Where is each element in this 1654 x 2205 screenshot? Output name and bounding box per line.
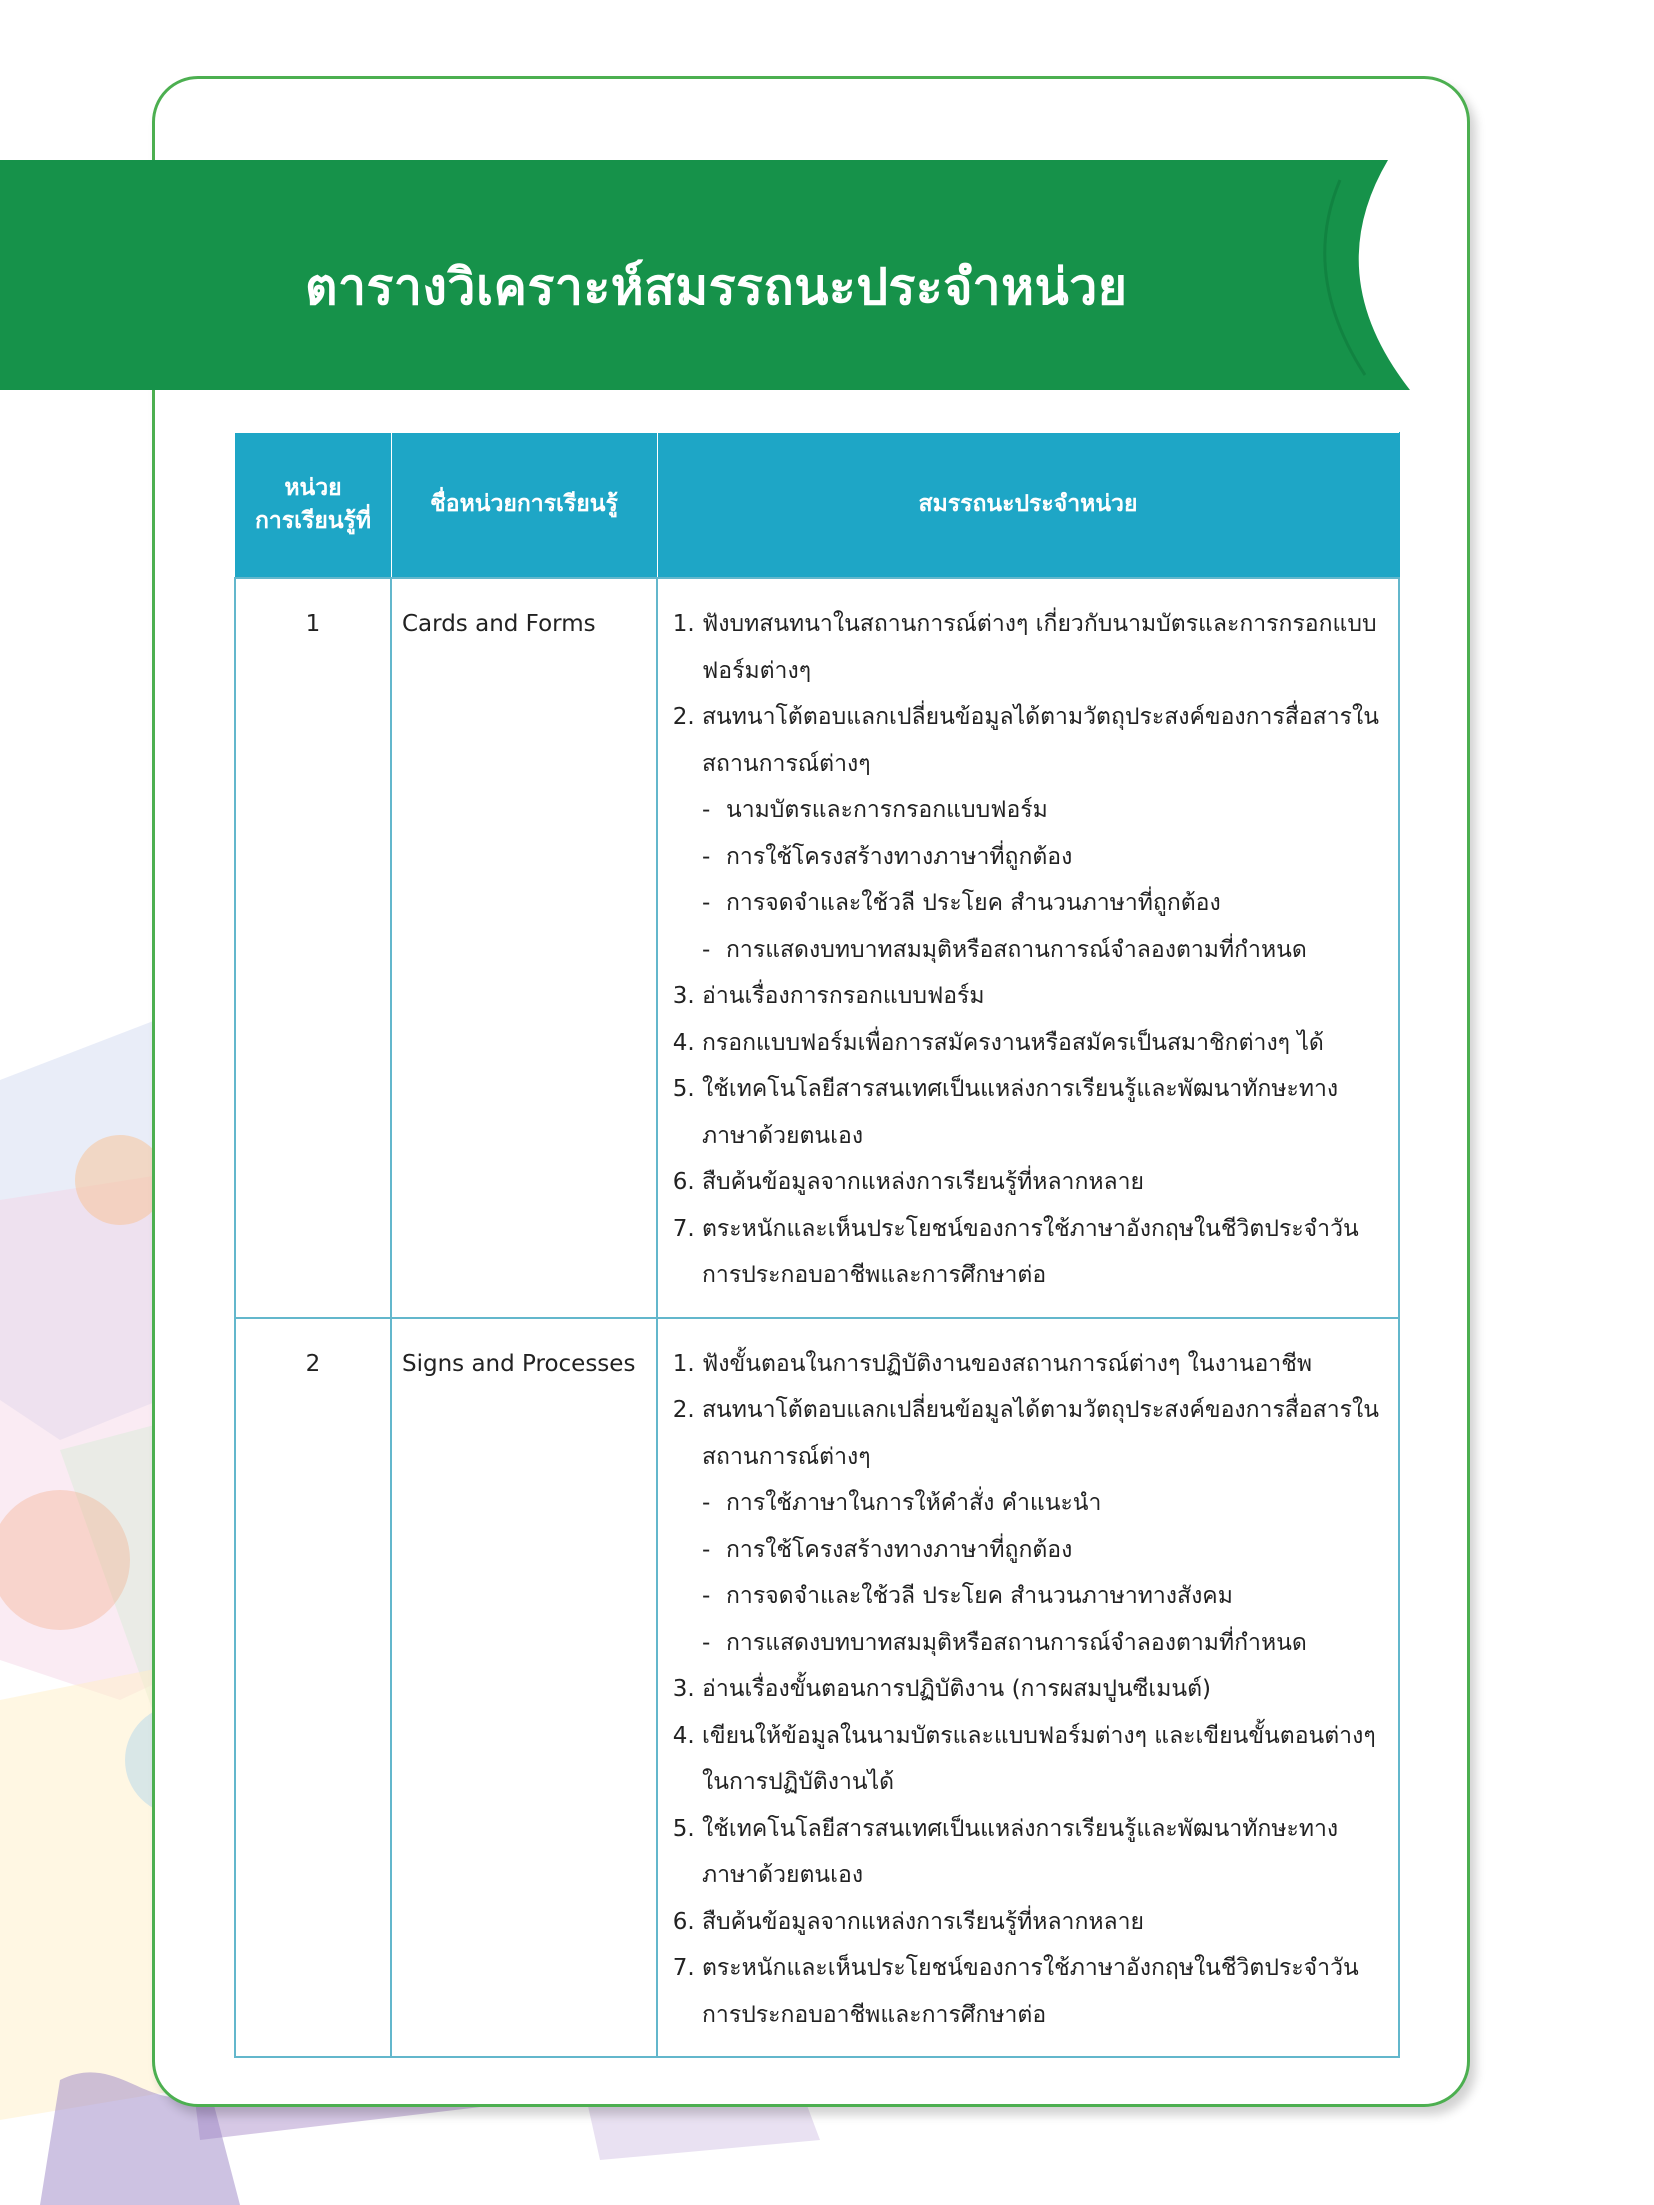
list-item: 1. ฟังบทสนทนาในสถานการณ์ต่างๆ เกี่ยวกับนามบัตรและการกรอกแบบฟอร์มต่างๆ (702, 601, 1388, 694)
list-item: 4. เขียนให้ข้อมูลในนามบัตรและแบบฟอร์มต่างๆ และเขียนขั้นตอนต่างๆ ในการปฏิบัติงานได้ (702, 1713, 1388, 1806)
header-competency: สมรรถนะประจำหน่วย (657, 433, 1399, 579)
sub-list-item: - การใช้ภาษาในการให้คำสั่ง คำแนะนำ (702, 1480, 1388, 1527)
sub-list-item: - นามบัตรและการกรอกแบบฟอร์ม (702, 787, 1388, 834)
competency-list (668, 1341, 1388, 2039)
table-row (235, 578, 1399, 1318)
table-row (235, 1318, 1399, 2058)
sub-list-item: - การใช้โครงสร้างทางภาษาที่ถูกต้อง (702, 834, 1388, 881)
competency-cell (657, 578, 1399, 1318)
sub-list (702, 1480, 1388, 1666)
unit-number: 1 (235, 578, 391, 1318)
list-item-text: สนทนาโต้ตอบแลกเปลี่ยนข้อมูลได้ตามวัตถุประสงค์ของการสื่อสารในสถานการณ์ต่างๆ (702, 1397, 1379, 1470)
list-item (702, 1387, 1388, 1666)
competency-table (234, 432, 1400, 2058)
list-item: 3. อ่านเรื่องขั้นตอนการปฏิบัติงาน (การผสมปูนซีเมนต์) (702, 1666, 1388, 1713)
sub-list-item: - การใช้โครงสร้างทางภาษาที่ถูกต้อง (702, 1527, 1388, 1574)
competency-list (668, 601, 1388, 1299)
header-unit-no (235, 433, 391, 579)
header-unit-name: ชื่อหน่วยการเรียนรู้ (391, 433, 657, 579)
page-title: ตารางวิเคราะห์สมรรถนะประจำหน่วย (305, 258, 1128, 316)
header-unit-no-line1: หน่วย (284, 474, 342, 501)
sub-list-item: - การจดจำและใช้วลี ประโยค สำนวนภาษาที่ถูกต้อง (702, 880, 1388, 927)
list-item: 6. สืบค้นข้อมูลจากแหล่งการเรียนรู้ที่หลากหลาย (702, 1159, 1388, 1206)
unit-number: 2 (235, 1318, 391, 2058)
unit-name: Cards and Forms (391, 578, 657, 1318)
unit-name: Signs and Processes (391, 1318, 657, 2058)
sub-list-item: - การจดจำและใช้วลี ประโยค สำนวนภาษาทางสังคม (702, 1573, 1388, 1620)
sub-list (702, 787, 1388, 973)
list-item: 1. ฟังขั้นตอนในการปฏิบัติงานของสถานการณ์ต่างๆ ในงานอาชีพ (702, 1341, 1388, 1388)
list-item: 5. ใช้เทคโนโลยีสารสนเทศเป็นแหล่งการเรียนรู้และพัฒนาทักษะทางภาษาด้วยตนเอง (702, 1066, 1388, 1159)
header-unit-no-line2: การเรียนรู้ที่ (254, 508, 372, 534)
list-item: 7. ตระหนักและเห็นประโยชน์ของการใช้ภาษาอังกฤษในชีวิตประจำวัน การประกอบอาชีพและการศึกษาต่อ (702, 1206, 1388, 1299)
list-item-text: สนทนาโต้ตอบแลกเปลี่ยนข้อมูลได้ตามวัตถุประสงค์ของการสื่อสารในสถานการณ์ต่างๆ (702, 704, 1379, 777)
list-item: 6. สืบค้นข้อมูลจากแหล่งการเรียนรู้ที่หลากหลาย (702, 1899, 1388, 1946)
sub-list-item: - การแสดงบทบาทสมมุติหรือสถานการณ์จำลองตามที่กำหนด (702, 1620, 1388, 1667)
list-item: 4. กรอกแบบฟอร์มเพื่อการสมัครงานหรือสมัครเป็นสมาชิกต่างๆ ได้ (702, 1020, 1388, 1067)
list-item: 3. อ่านเรื่องการกรอกแบบฟอร์ม (702, 973, 1388, 1020)
table-header-row (235, 433, 1399, 579)
sub-list-item: - การแสดงบทบาทสมมุติหรือสถานการณ์จำลองตามที่กำหนด (702, 927, 1388, 974)
list-item: 7. ตระหนักและเห็นประโยชน์ของการใช้ภาษาอังกฤษในชีวิตประจำวัน การประกอบอาชีพและการศึกษาต่อ (702, 1945, 1388, 2038)
list-item (702, 694, 1388, 973)
competency-cell (657, 1318, 1399, 2058)
list-item: 5. ใช้เทคโนโลยีสารสนเทศเป็นแหล่งการเรียนรู้และพัฒนาทักษะทางภาษาด้วยตนเอง (702, 1806, 1388, 1899)
